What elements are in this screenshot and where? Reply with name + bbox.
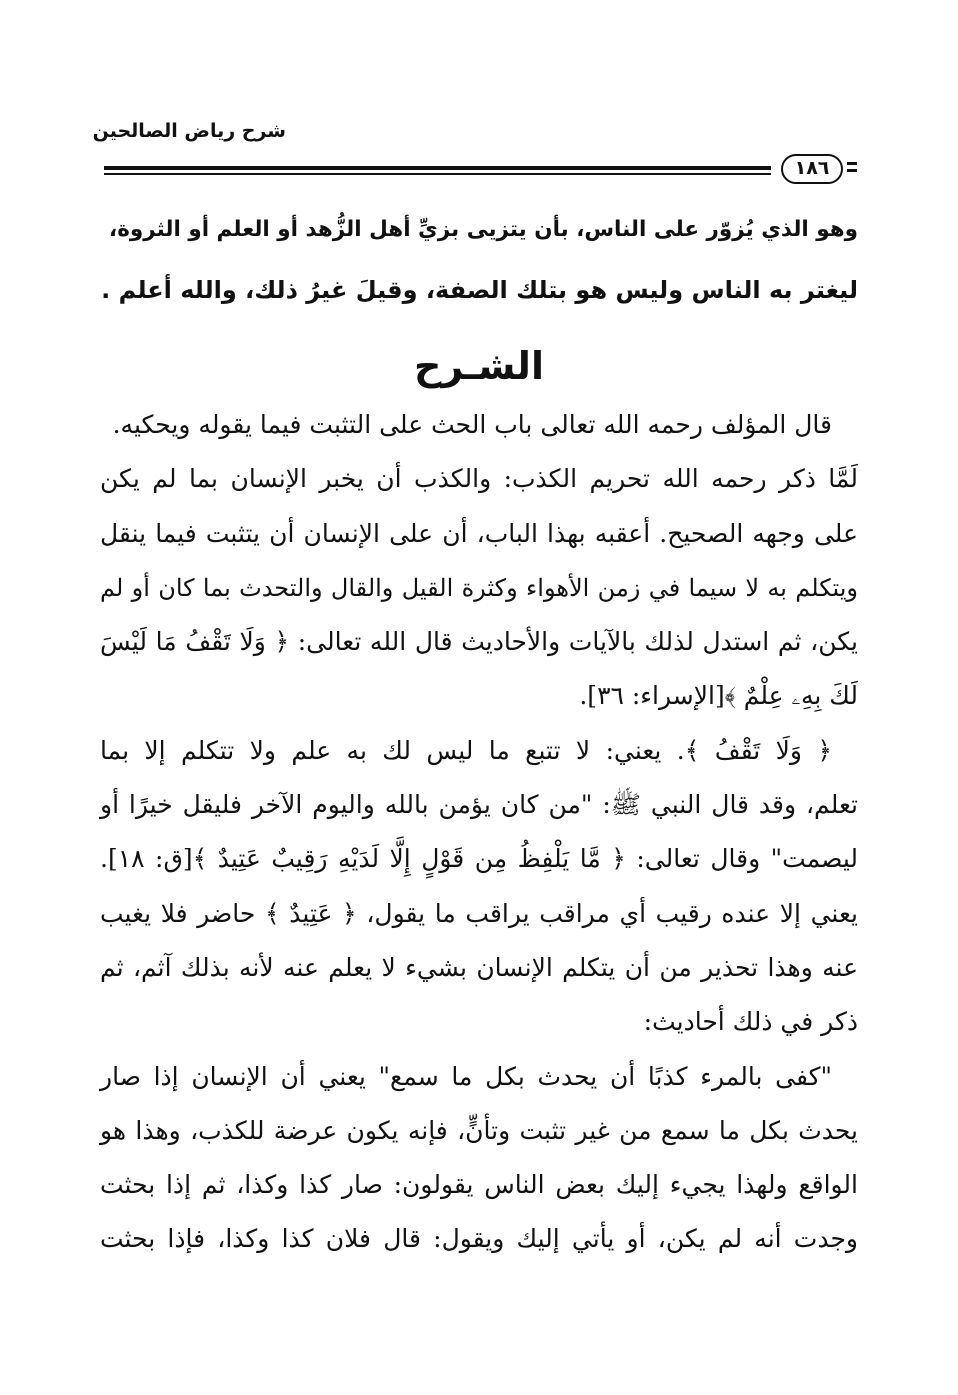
commentary-line: الواقع ولهذا يجيء إليك بعض الناس يقولون: صار كذا وكذا، ثم إذا بحثت [100,1170,858,1200]
commentary-line: ويتكلم به لا سيما في زمن الأهواء وكثرة القيل والقال والتحدث بما كان أو لم [100,573,858,602]
commentary-line: قال المؤلف رحمه الله تعالى باب الحث على التثبت فيما يقوله ويحكيه. [112,410,832,439]
intro-paragraph [98,200,858,320]
commentary-line: يكن، ثم استدل لذلك بالآيات والأحاديث قال الله تعالى: ﴿ وَلَا تَقْفُ مَا لَيْسَ [100,627,858,657]
running-header-title: شرح رياض الصالحين [92,120,286,142]
ornament-icon [847,162,857,176]
commentary-line: عنه وهذا تحذير من أن يتكلم الإنسان بشيء لا يعلم عنه لأنه بذلك آثم، ثم [100,952,858,982]
commentary-line: وجدت أنه لم يكن، أو يأتي إليك ويقول: قال فلان كذا وكذا، فإذا بحثت [100,1224,858,1254]
commentary-line: لَكَ بِهِۦ عِلْمٌ ﴾[الإسراء: ٣٦]. [579,681,858,711]
commentary-line: على وجهه الصحيح. أعقبه بهذا الباب، أن على الإنسان أن يتثبت فيما ينقل [100,518,858,548]
commentary-line: لَمَّا ذكر رحمه الله تحريم الكذب: والكذب أن يخبر الإنسان بما لم يكن [100,464,858,494]
commentary-body [100,398,858,1267]
commentary-line: يعني إلا عنده رقيب أي مراقب يراقب ما يقول، ﴿ عَتِيدٌ ﴾ حاضر فلا يغيب [100,898,858,928]
commentary-line: ﴿ وَلَا تَقْفُ ﴾. يعني: لا تتبع ما ليس لك به علم ولا تتكلم إلا بما [100,735,832,765]
commentary-line: ليصمت" وقال تعالى: ﴿ مَّا يَلْفِظُ مِن قَوْلٍ إِلَّا لَدَيْهِ رَقِيبٌ عَتِيدٌ ﴾[ق: ١٨]. [100,844,858,874]
header-rule-thick [104,166,771,170]
header-rule [104,150,857,190]
page-number: ١٨٦ [781,154,843,184]
intro-line: وهو الذي يُزوّر على الناس، بأن يتزيى بزيِّ أهل الزُّهد أو العلم أو الثروة، [109,217,858,242]
commentary-line: "كفى بالمرء كذبًا أن يحدث بكل ما سمع" يعني أن الإنسان إذا صار [100,1061,832,1091]
commentary-line: يحدث بكل ما سمع من غير تثبت وتأنٍّ، فإنه يكون عرضة للكذب، وهذا هو [100,1115,858,1145]
section-heading-text: الشـرح [414,344,544,388]
intro-line: ليغتر به الناس وليس هو بتلك الصفة، وقيلَ غيرُ ذلك، والله أعلم . [101,276,858,304]
commentary-line: تعلم، وقد قال النبي ﷺ: "من كان يؤمن بالله واليوم الآخر فليقل خيرًا أو [100,790,858,820]
header-rule-thin [104,173,771,175]
commentary-line: ذكر في ذلك أحاديث: [643,1007,858,1037]
header-double-rule [104,166,771,175]
section-heading [0,338,958,394]
